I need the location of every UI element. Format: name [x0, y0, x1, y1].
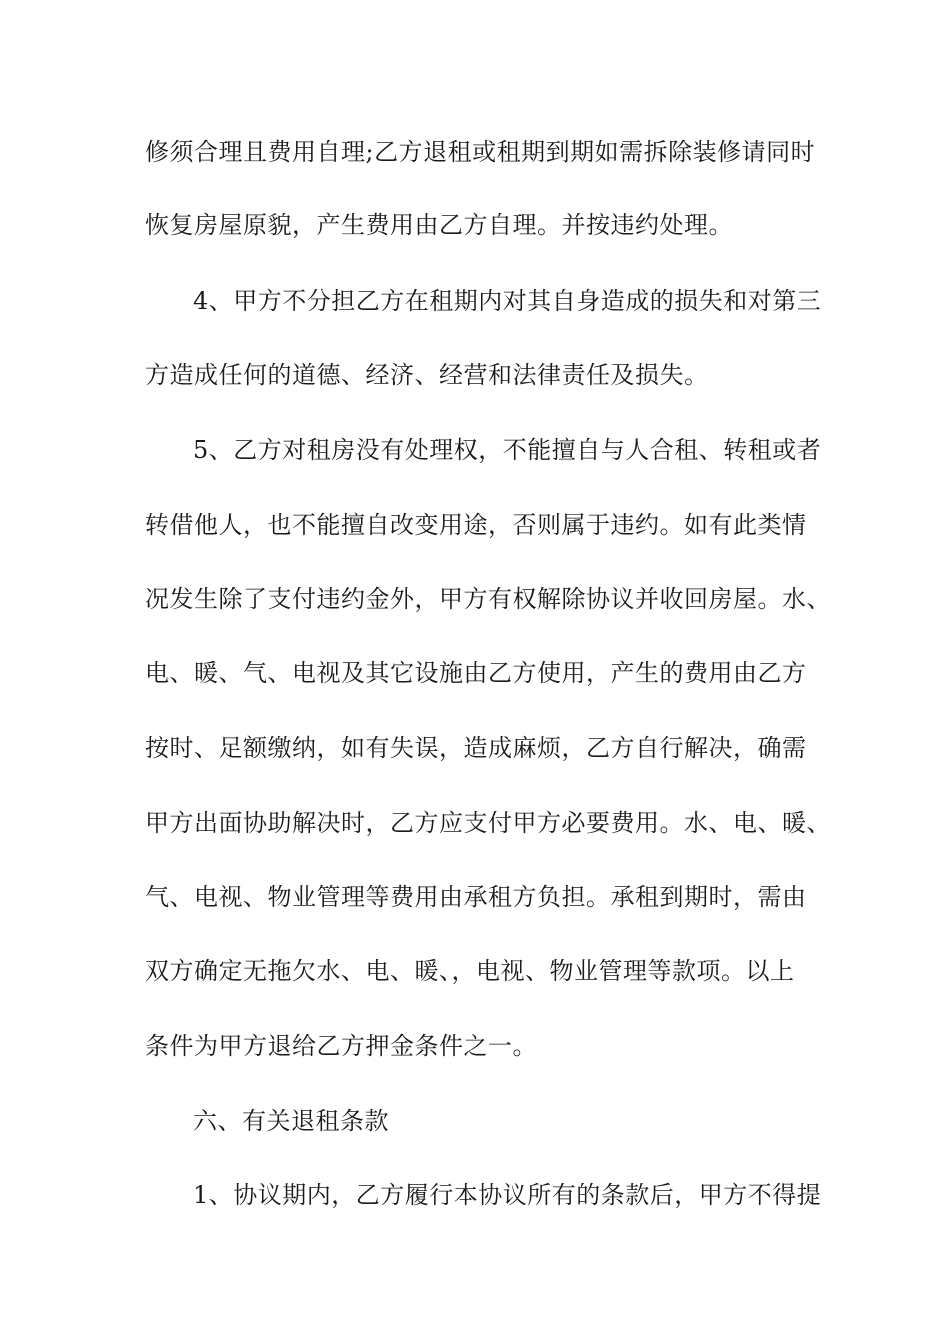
paragraph-item-1: 1、协议期内，乙方履行本协议所有的条款后，甲方不得提	[193, 1181, 822, 1209]
text-line: 按时、足额缴纳，如有失误，造成麻烦，乙方自行解决，确需	[145, 734, 807, 762]
paragraph-item-4: 4、甲方不分担乙方在租期内对其自身造成的损失和对第三	[193, 287, 822, 315]
text-line: 甲方出面协助解决时，乙方应支付甲方必要费用。水、电、暖、	[145, 809, 831, 837]
paragraph-item-5: 5、乙方对租房没有处理权，不能擅自与人合租、转租或者	[193, 436, 822, 464]
text-line: 条件为甲方退给乙方押金条件之一。	[145, 1032, 537, 1060]
text-line: 恢复房屋原貌，产生费用由乙方自理。并按违约处理。	[145, 211, 733, 239]
text-line: 修须合理且费用自理;乙方退租或租期到期如需拆除装修请同时	[145, 138, 816, 166]
text-line: 方造成任何的道德、经济、经营和法律责任及损失。	[145, 361, 709, 389]
text-line: 电、暖、气、电视及其它设施由乙方使用，产生的费用由乙方	[145, 659, 807, 687]
text-line: 转借他人，也不能擅自改变用途，否则属于违约。如有此类情	[145, 511, 807, 539]
text-line: 气、电视、物业管理等费用由承租方负担。承租到期时，需由	[145, 883, 807, 911]
text-line: 双方确定无拖欠水、电、暖、，电视、物业管理等款项。以上	[145, 957, 795, 985]
section-heading: 六、有关退租条款	[193, 1107, 389, 1135]
text-line: 况发生除了支付违约金外，甲方有权解除协议并收回房屋。水、	[145, 585, 831, 613]
